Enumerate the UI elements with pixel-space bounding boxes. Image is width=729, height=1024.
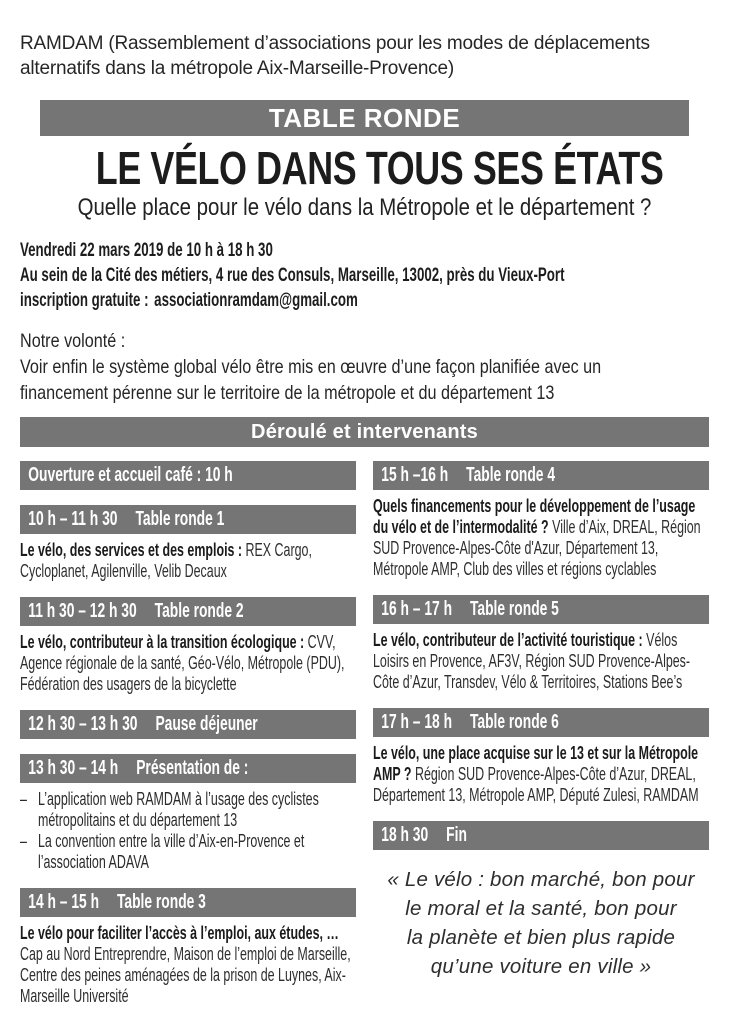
session-time: 18 h 30 [381,824,429,846]
session-label: Pause déjeuner [155,713,258,735]
closing-quote [373,865,709,981]
dash-marker: – [20,831,27,851]
session-banner [20,710,356,739]
session-label: Table ronde 5 [469,598,559,620]
session-title: Le vélo, des services et des emplois : [20,540,243,560]
schedule-banner-text: Déroulé et intervenants [251,420,478,443]
session-description [20,540,356,582]
session-description [373,743,709,806]
session-participants: REX Cargo, Cycloplanet, Agilenville, Velib Decaux [20,540,312,581]
table-ronde-banner [40,100,689,136]
session-time: 17 h – 18 h [381,711,453,733]
session-description [20,923,356,1007]
session-title: Quels financements pour le développement de l’usage du vélo et de l’intermodalité ? [373,496,696,537]
event-info [20,238,565,313]
session-banner [20,888,356,917]
session-table-ronde-5 [373,595,709,693]
session-fin [373,821,709,850]
session-table-ronde-6 [373,708,709,806]
session-time: 14 h – 15 h [28,891,100,913]
presentation-item [20,831,356,873]
session-description [20,632,356,695]
page-title: LE VÉLO DANS TOUS SES ÉTATS [95,142,664,194]
session-participants: Vélos Loisirs en Provence, AF3V, Région SUD Provence-Alpes-Côte d’Azur, Transdev, Vélo & Territoires, Stations Bee’s [373,630,691,692]
table-ronde-banner-text: TABLE RONDE [268,102,461,133]
session-title: Le vélo, contributeur de l’activité touristique : [373,630,643,650]
session-banner [373,708,709,737]
registration-email: associationramdam@gmail.com [154,290,358,311]
session-banner [20,754,356,783]
dash-marker: – [20,789,27,809]
event-registration [20,288,502,313]
session-time: 10 h – 11 h 30 [28,508,118,530]
session-participants: CVV, Agence régionale de la santé, Géo-Vélo, Métropole (PDU), Fédération des usagers de la bicyclette [20,632,345,694]
schedule-banner [20,417,709,447]
session-label: Table ronde 3 [116,891,206,913]
session-label: Table ronde 2 [154,600,244,622]
quote-line: « Le vélo : bon marché, bon pour [387,868,695,891]
session-banner [373,461,709,490]
session-presentation [20,754,356,873]
session-time: 12 h 30 – 13 h 30 [28,713,138,735]
mission-body: Voir enfin le système global vélo être mis en œuvre d’une façon planifiée avec un financement pérenne sur le territoire de la métropole et du département 13 [20,356,602,404]
session-opening [20,461,356,490]
presentation-list [20,789,356,873]
session-title: Le vélo, une place acquise sur le 13 et sur la Métropole AMP ? [373,743,699,784]
session-label: Fin [446,824,467,846]
session-table-ronde-3 [20,888,356,1007]
session-label: Table ronde 6 [469,711,559,733]
session-banner-text: Ouverture et accueil café : 10 h [28,464,233,486]
presentation-item-text: L’application web RAMDAM à l’usage des cyclistes métropolitains et du département 13 [37,789,319,830]
schedule-column-left [20,461,356,1022]
session-label: Table ronde 4 [466,464,556,486]
session-time: 11 h 30 – 12 h 30 [28,600,137,622]
session-description [373,630,709,693]
session-title: Le vélo, contributeur à la transition écologique : [20,632,305,652]
session-time: 13 h 30 – 14 h [28,757,119,779]
presentation-item-text: La convention entre la ville d’Aix-en-Provence et l’association ADAVA [37,831,305,872]
session-time: 16 h – 17 h [381,598,453,620]
session-banner [20,597,356,626]
schedule-column-right [373,461,709,1022]
event-venue: Au sein de la Cité des métiers, 4 rue des Consuls, Marseille, 13002, près du Vieux-Port [20,265,565,286]
session-table-ronde-1 [20,505,356,582]
session-table-ronde-2 [20,597,356,695]
session-banner [373,595,709,624]
session-label: Table ronde 1 [135,508,225,530]
session-label: Présentation de : [136,757,249,779]
session-banner [20,461,356,490]
schedule-columns [20,461,709,1022]
session-participants: Ville d’Aix, DREAL, Région SUD Provence-Alpes-Côte d'Azur, Département 13, Métropole AMP, Club des villes et régions cyclables [373,517,701,579]
session-participants: Cap au Nord Entreprendre, Maison de l’emploi de Marseille, Centre des peines aménagées de la prison de Luynes, Aix-Marseille Université [20,944,351,1006]
session-time: 15 h –16 h [381,464,449,486]
session-title: Le vélo pour faciliter l’accès à l’emploi, aux études, … [20,923,339,943]
quote-line: qu’une voiture en ville » [430,955,652,978]
session-banner [20,505,356,534]
mission-statement [20,328,638,406]
session-banner [373,821,709,850]
org-description: (Rassemblement d’associations pour les modes de déplacements alternatifs dans la métropole Aix-Marseille-Provence) [20,33,650,79]
event-date: Vendredi 22 mars 2019 de 10 h à 18 h 30 [20,240,273,261]
mission-heading: Notre volonté : [20,330,126,352]
session-table-ronde-4 [373,461,709,580]
session-pause-dejeuner [20,710,356,739]
intro-paragraph [20,31,675,81]
session-participants: Région SUD Provence-Alpes-Côte d’Azur, DREAL, Département 13, Métropole AMP, Député Zulesi, RAMDAM [373,764,699,805]
org-name: RAMDAM [20,33,104,54]
quote-line: le moral et la santé, bon pour [405,897,677,920]
page-subtitle: Quelle place pour le vélo dans la Métropole et le département ? [77,194,652,221]
presentation-item [20,789,356,831]
session-description [373,496,709,580]
quote-line: la planète et bien plus rapide [406,926,676,949]
registration-label: inscription gratuite : [20,290,149,311]
